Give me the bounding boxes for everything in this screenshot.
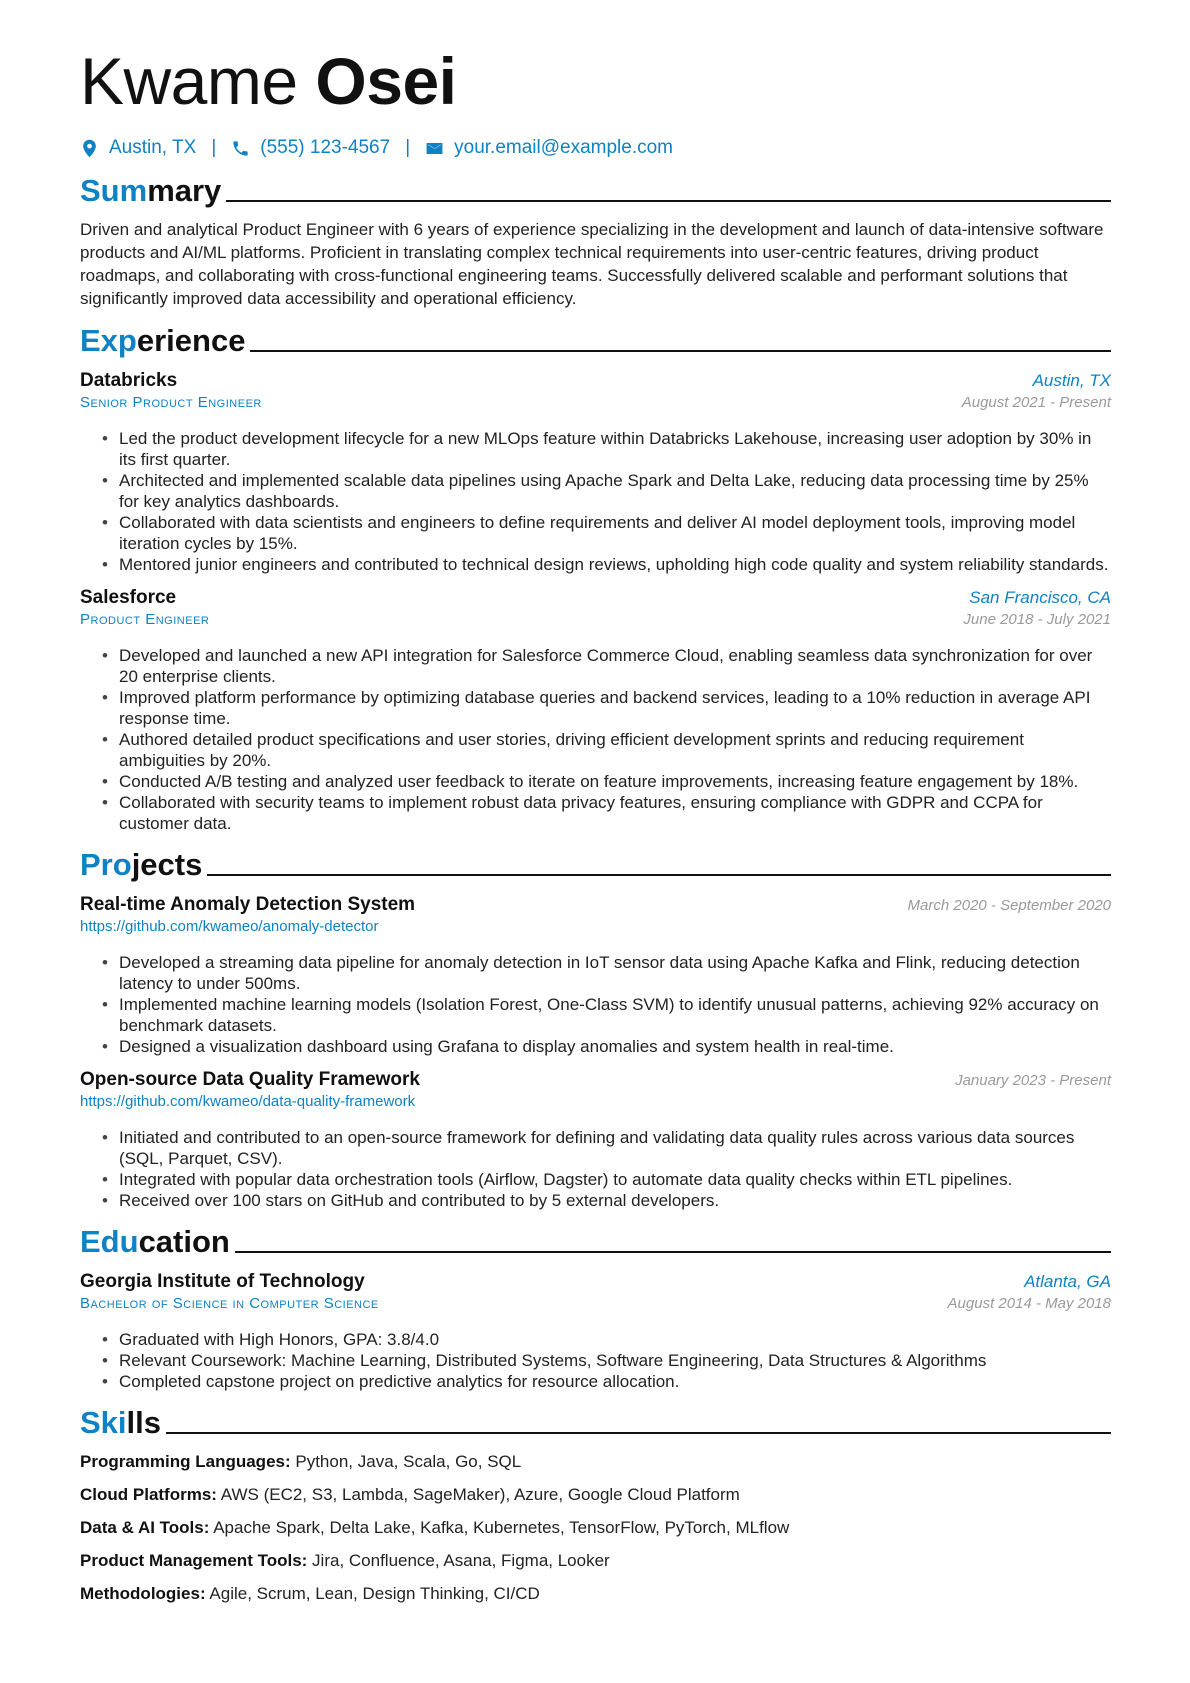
location-pin-icon [80,139,99,158]
skill-value: Agile, Scrum, Lean, Design Thinking, CI/CD [209,1584,540,1603]
envelope-icon [425,139,444,158]
entry-dates: January 2023 - Present [955,1072,1111,1089]
bullet-list [80,645,1111,834]
list-item: • Authored detailed product specifications and user stories, driving efficient development sprints and reducing requirement ambiguities by 20%. [119,729,1111,771]
phone-item[interactable] [231,137,390,159]
list-item: • Relevant Coursework: Machine Learning, Distributed Systems, Software Engineering, Data Structures & Algorithms [119,1350,1111,1371]
list-item: • Implemented machine learning models (Isolation Forest, One-Class SVM) to identify unusual patterns, achieving 92% accuracy on benchmark datasets. [119,994,1111,1036]
phone-text: (555) 123-4567 [260,137,391,158]
skill-value: Apache Spark, Delta Lake, Kafka, Kubernetes, TensorFlow, PyTorch, MLflow [213,1518,790,1537]
company-name: Databricks [80,370,178,391]
summary-heading [80,168,1111,208]
first-name: Kwame [80,44,298,118]
list-item: • Initiated and contributed to an open-source framework for defining and validating data quality rules across various data sources (SQL, Parquet, CSV). [119,1127,1111,1169]
list-item: • Designed a visualization dashboard using Grafana to display anomalies and system health in real-time. [119,1036,1111,1057]
location-text: Austin, TX [109,137,197,158]
section-rule [226,200,1111,202]
entry-location: Atlanta, GA [1024,1272,1111,1291]
entry-dates: August 2021 - Present [961,394,1111,411]
list-item: • Graduated with High Honors, GPA: 3.8/4.0 [119,1329,1111,1350]
list-item: • Developed and launched a new API integration for Salesforce Commerce Cloud, enabling seamless data synchronization for over 20 enterprise clients. [119,645,1111,687]
entry-dates: March 2020 - September 2020 [907,897,1111,914]
education-entry [80,1271,1111,1392]
skills-list [80,1452,1111,1604]
candidate-name [80,44,1111,118]
education-heading [80,1219,1111,1259]
section-rule [250,350,1111,352]
section-rule [235,1251,1111,1253]
skill-row [80,1551,1111,1571]
entry-location: San Francisco, CA [969,588,1111,607]
experience-entry [80,587,1111,834]
project-entry [80,1069,1111,1211]
section-rule [207,874,1111,876]
experience-heading [80,318,1111,358]
list-item: • Architected and implemented scalable data pipelines using Apache Spark and Delta Lake, reducing data processing time by 25% for key analytics dashboards. [119,470,1111,512]
skill-label: Methodologies: [80,1584,206,1603]
contact-separator: | [405,137,411,158]
contact-separator: | [211,137,217,158]
experience-entry [80,370,1111,575]
company-name: Salesforce [80,587,177,608]
location-item [80,137,196,159]
section-title: Skills [80,1405,161,1440]
email-link[interactable]: your.email@example.com [454,137,673,158]
skill-value: Jira, Confluence, Asana, Figma, Looker [312,1551,610,1570]
skill-label: Programming Languages: [80,1452,291,1471]
projects-heading [80,842,1111,882]
section-title: Experience [80,323,246,358]
skill-label: Cloud Platforms: [80,1485,217,1504]
list-item: • Integrated with popular data orchestration tools (Airflow, Dagster) to automate data quality checks within ETL pipelines. [119,1169,1111,1190]
entry-dates: August 2014 - May 2018 [947,1295,1111,1312]
list-item: • Led the product development lifecycle for a new MLOps feature within Databricks Lakehouse, increasing user adoption by 30% in its first quarter. [119,428,1111,470]
contact-info [80,136,1111,160]
section-title: Summary [80,173,222,208]
list-item: • Mentored junior engineers and contributed to technical design reviews, upholding high code quality and system reliability standards. [119,554,1111,575]
entry-location: Austin, TX [1032,371,1111,390]
project-link[interactable]: https://github.com/kwameo/anomaly-detector [80,918,379,935]
section-title: Education [80,1224,230,1259]
list-item: • Developed a streaming data pipeline for anomaly detection in IoT sensor data using Apache Kafka and Flink, reducing detection latency to under 500ms. [119,952,1111,994]
job-role: Senior Product Engineer [80,394,262,411]
section-title: Projects [80,847,203,882]
list-item: • Collaborated with data scientists and engineers to define requirements and deliver AI model deployment tools, improving model iteration cycles by 15%. [119,512,1111,554]
list-item: • Improved platform performance by optimizing database queries and backend services, leading to a 10% reduction in average API response time. [119,687,1111,729]
skill-row [80,1452,1111,1472]
skill-label: Data & AI Tools: [80,1518,210,1537]
email-item[interactable] [425,137,673,159]
skill-value: AWS (EC2, S3, Lambda, SageMaker), Azure, Google Cloud Platform [220,1485,740,1504]
skill-row [80,1584,1111,1604]
list-item: • Collaborated with security teams to implement robust data privacy features, ensuring compliance with GDPR and CCPA for customer data. [119,792,1111,834]
skill-row [80,1518,1111,1538]
skill-value: Python, Java, Scala, Go, SQL [295,1452,522,1471]
section-rule [166,1432,1111,1434]
last-name: Osei [315,44,457,118]
list-item: • Received over 100 stars on GitHub and contributed to by 5 external developers. [119,1190,1111,1211]
project-name: Open-source Data Quality Framework [80,1069,420,1090]
bullet-list [80,1329,1111,1392]
bullet-list [80,952,1111,1057]
list-item: • Conducted A/B testing and analyzed user feedback to iterate on feature improvements, increasing feature engagement by 18%. [119,771,1111,792]
project-name: Real-time Anomaly Detection System [80,894,416,915]
job-role: Product Engineer [80,611,210,628]
summary-text: Driven and analytical Product Engineer with 6 years of experience specializing in the development and launch of data-intensive software products and AI/ML platforms. Proficient in translating complex technical requirements into user-centric features, driving product roadmaps, and collaborating with cross-functional engineering teams. Successfully delivered scalable and performant solutions that significantly improved data accessibility and operational efficiency. [80,220,1104,308]
phone-icon [231,139,250,158]
entry-dates: June 2018 - July 2021 [963,611,1111,628]
school-name: Georgia Institute of Technology [80,1271,365,1292]
degree: Bachelor of Science in Computer Science [80,1295,379,1312]
skill-row [80,1485,1111,1505]
list-item: • Completed capstone project on predictive analytics for resource allocation. [119,1371,1111,1392]
project-link[interactable]: https://github.com/kwameo/data-quality-framework [80,1093,416,1110]
project-entry [80,894,1111,1057]
bullet-list [80,428,1111,575]
skill-label: Product Management Tools: [80,1551,308,1570]
bullet-list [80,1127,1111,1211]
skills-heading [80,1400,1111,1440]
